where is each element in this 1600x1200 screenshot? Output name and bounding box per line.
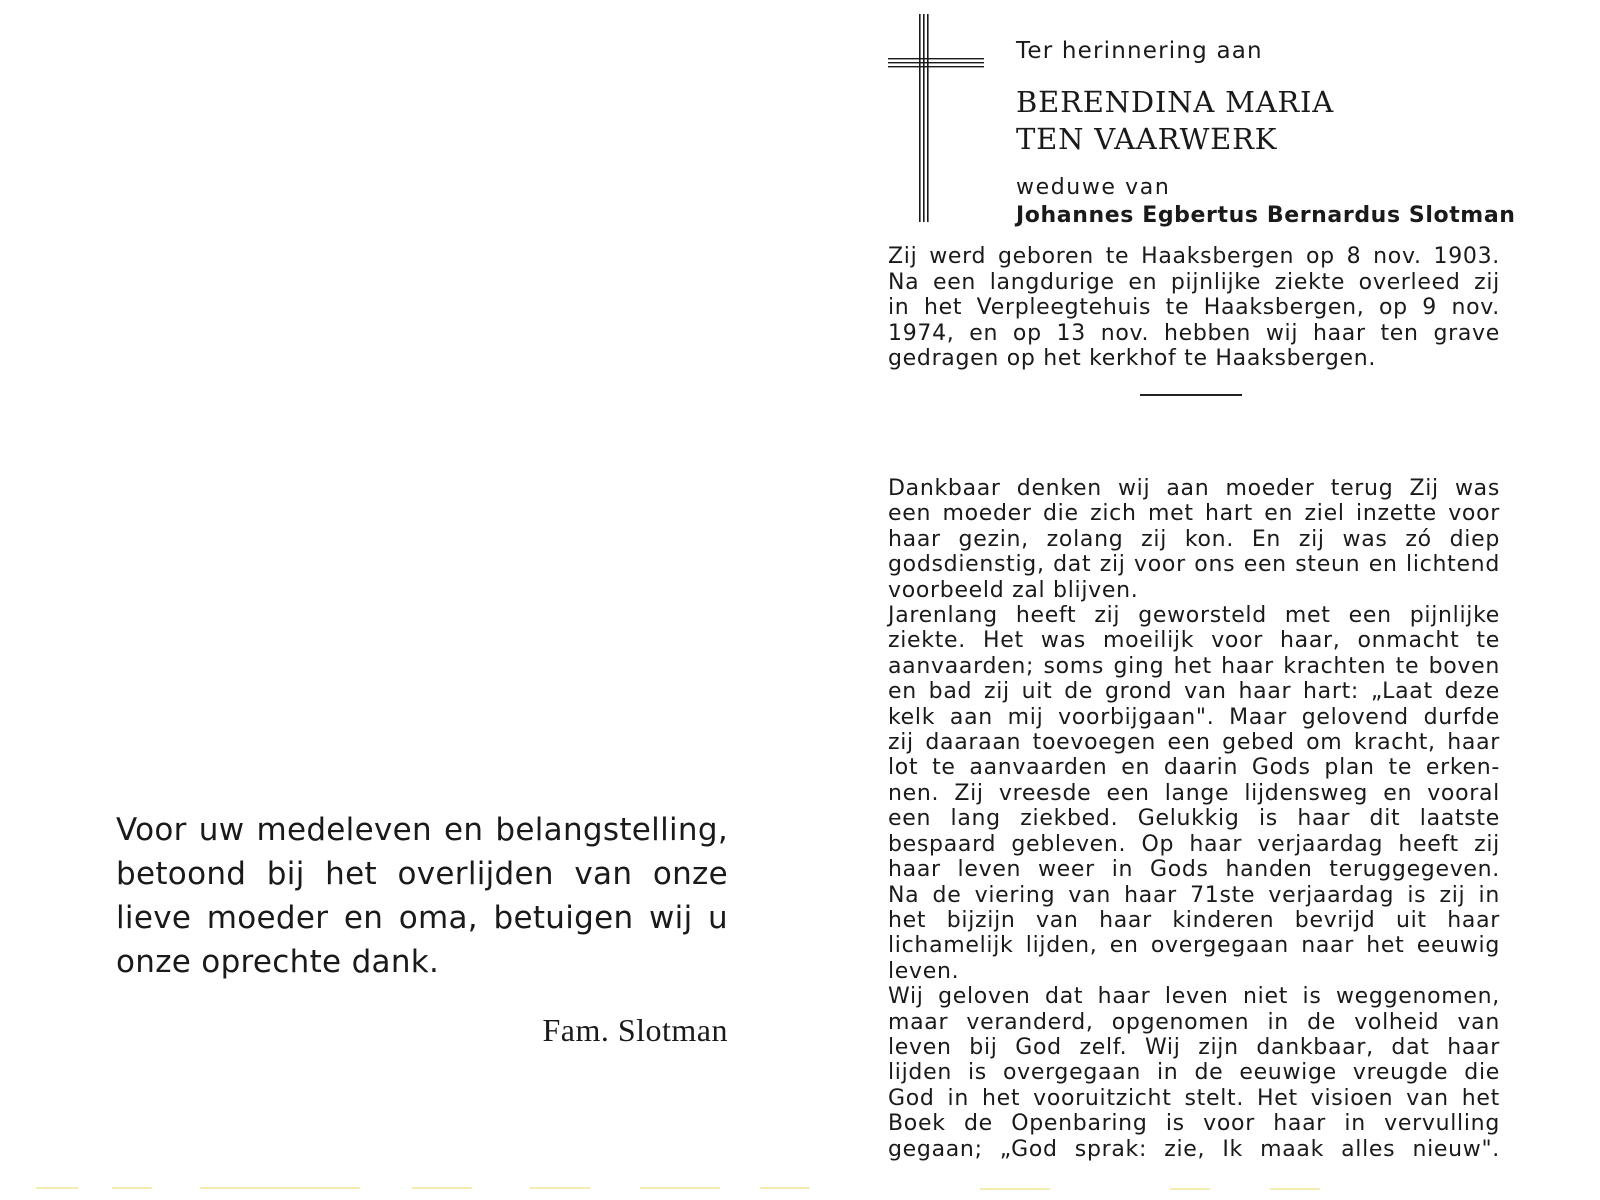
- memorial-line: Boek de Openbaring is voor haar in vervulling: [888, 1111, 1500, 1137]
- deceased-name-line-1: BERENDINA MARIA: [1016, 85, 1334, 119]
- memorial-line: Dankbaar denken wij aan moeder terug Zij was: [888, 476, 1500, 501]
- memorial-line: en bad zij uit de grond van haar hart: „Laat deze: [888, 679, 1500, 705]
- memorial-line: leven.: [888, 958, 960, 984]
- memorial-line: lot te aanvaarden en daarin Gods plan te erken-: [888, 755, 1500, 781]
- memorial-line: maar veranderd, opgenomen in de volheid van: [888, 1009, 1500, 1035]
- memorial-line: godsdienstig, dat zij voor ons een steun en lichtend: [888, 552, 1500, 578]
- thanks-line: Voor uw medeleven en belangstelling,: [116, 812, 728, 848]
- bio-line: in het Verpleegtehuis te Haaksbergen, op 9 nov.: [888, 295, 1500, 320]
- husband-name: Johannes Egbertus Bernardus Slotman: [1016, 203, 1516, 228]
- cross-icon: [888, 14, 988, 222]
- memorial-line: Na de viering van haar 71ste verjaardag is zij in: [888, 882, 1500, 908]
- memorial-header: [1016, 36, 1516, 230]
- memorial-line: ziekte. Het was moeilijk voor haar, onmacht te: [888, 628, 1500, 654]
- memorial-line: gegaan; „God sprak: zie, Ik maak alles nieuw".: [888, 1136, 1500, 1162]
- memorial-line: lijden is overgegaan in de eeuwige vreugde die: [888, 1060, 1500, 1086]
- section-divider: [1140, 394, 1242, 396]
- memorial-line: bespaard gebleven. Op haar verjaardag heeft zij: [888, 831, 1500, 857]
- memorial-line: Jarenlang heeft zij geworsteld met een pijnlijke: [888, 603, 1500, 629]
- memorial-line: voorbeeld zal blijven.: [888, 577, 1139, 603]
- bio-line: Zij werd geboren te Haaksbergen op 8 nov. 1903.: [888, 244, 1500, 269]
- intro-text: Ter herinnering aan: [1016, 38, 1263, 64]
- deceased-name-line-2: TEN VAARWERK: [1016, 122, 1278, 156]
- deceased-name: [1016, 84, 1516, 158]
- memorial-line: aanvaarden; soms ging het haar krachten te boven: [888, 653, 1500, 679]
- memorial-line: een lang ziekbed. Gelukkig is haar dit laatste: [888, 806, 1500, 832]
- memorial-line: nen. Zij vreesde een lange lijdensweg en vooral: [888, 780, 1500, 806]
- thanks-line: lieve moeder en oma, betuigen wij u: [116, 900, 728, 936]
- thanks-message: [116, 808, 728, 984]
- memorial-line: kelk aan mij voorbijgaan". Maar gelovend durfde: [888, 704, 1500, 730]
- memorial-line: het bijzijn van haar kinderen bevrijd uit haar: [888, 907, 1500, 933]
- memorial-line: zij daaraan toevoegen een gebed om kracht, haar: [888, 730, 1500, 756]
- bio-line: 1974, en op 13 nov. hebben wij haar ten grave: [888, 320, 1500, 346]
- memorial-paragraph: [888, 476, 1500, 1162]
- bio-line: gedragen op het kerkhof te Haaksbergen.: [888, 346, 1377, 371]
- memorial-line: leven bij God zelf. Wij zijn dankbaar, dat haar: [888, 1034, 1500, 1060]
- memorial-line: God in het vooruitzicht stelt. Het visioen van het: [888, 1085, 1500, 1111]
- memorial-line: haar leven weer in Gods handen teruggegeven.: [888, 857, 1500, 883]
- widow-label: weduwe van: [1016, 175, 1171, 200]
- memorial-line: een moeder die zich met hart en ziel inzette voor: [888, 501, 1500, 527]
- thanks-line: betoond bij het overlijden van onze: [116, 856, 728, 892]
- memorial-line: lichamelijk lijden, en overgegaan naar het eeuwig: [888, 933, 1500, 959]
- memorial-line: Wij geloven dat haar leven niet is weggenomen,: [888, 984, 1500, 1010]
- bio-line: Na een langdurige en pijnlijke ziekte overleed zij: [888, 269, 1500, 295]
- scan-edge-marks: [0, 1186, 1600, 1192]
- thanks-line: onze oprechte dank.: [116, 944, 440, 980]
- memorial-line: haar gezin, zolang zij kon. En zij was zó diep: [888, 526, 1500, 552]
- biography-paragraph: [888, 244, 1500, 372]
- family-signature: Fam. Slotman: [542, 1012, 728, 1048]
